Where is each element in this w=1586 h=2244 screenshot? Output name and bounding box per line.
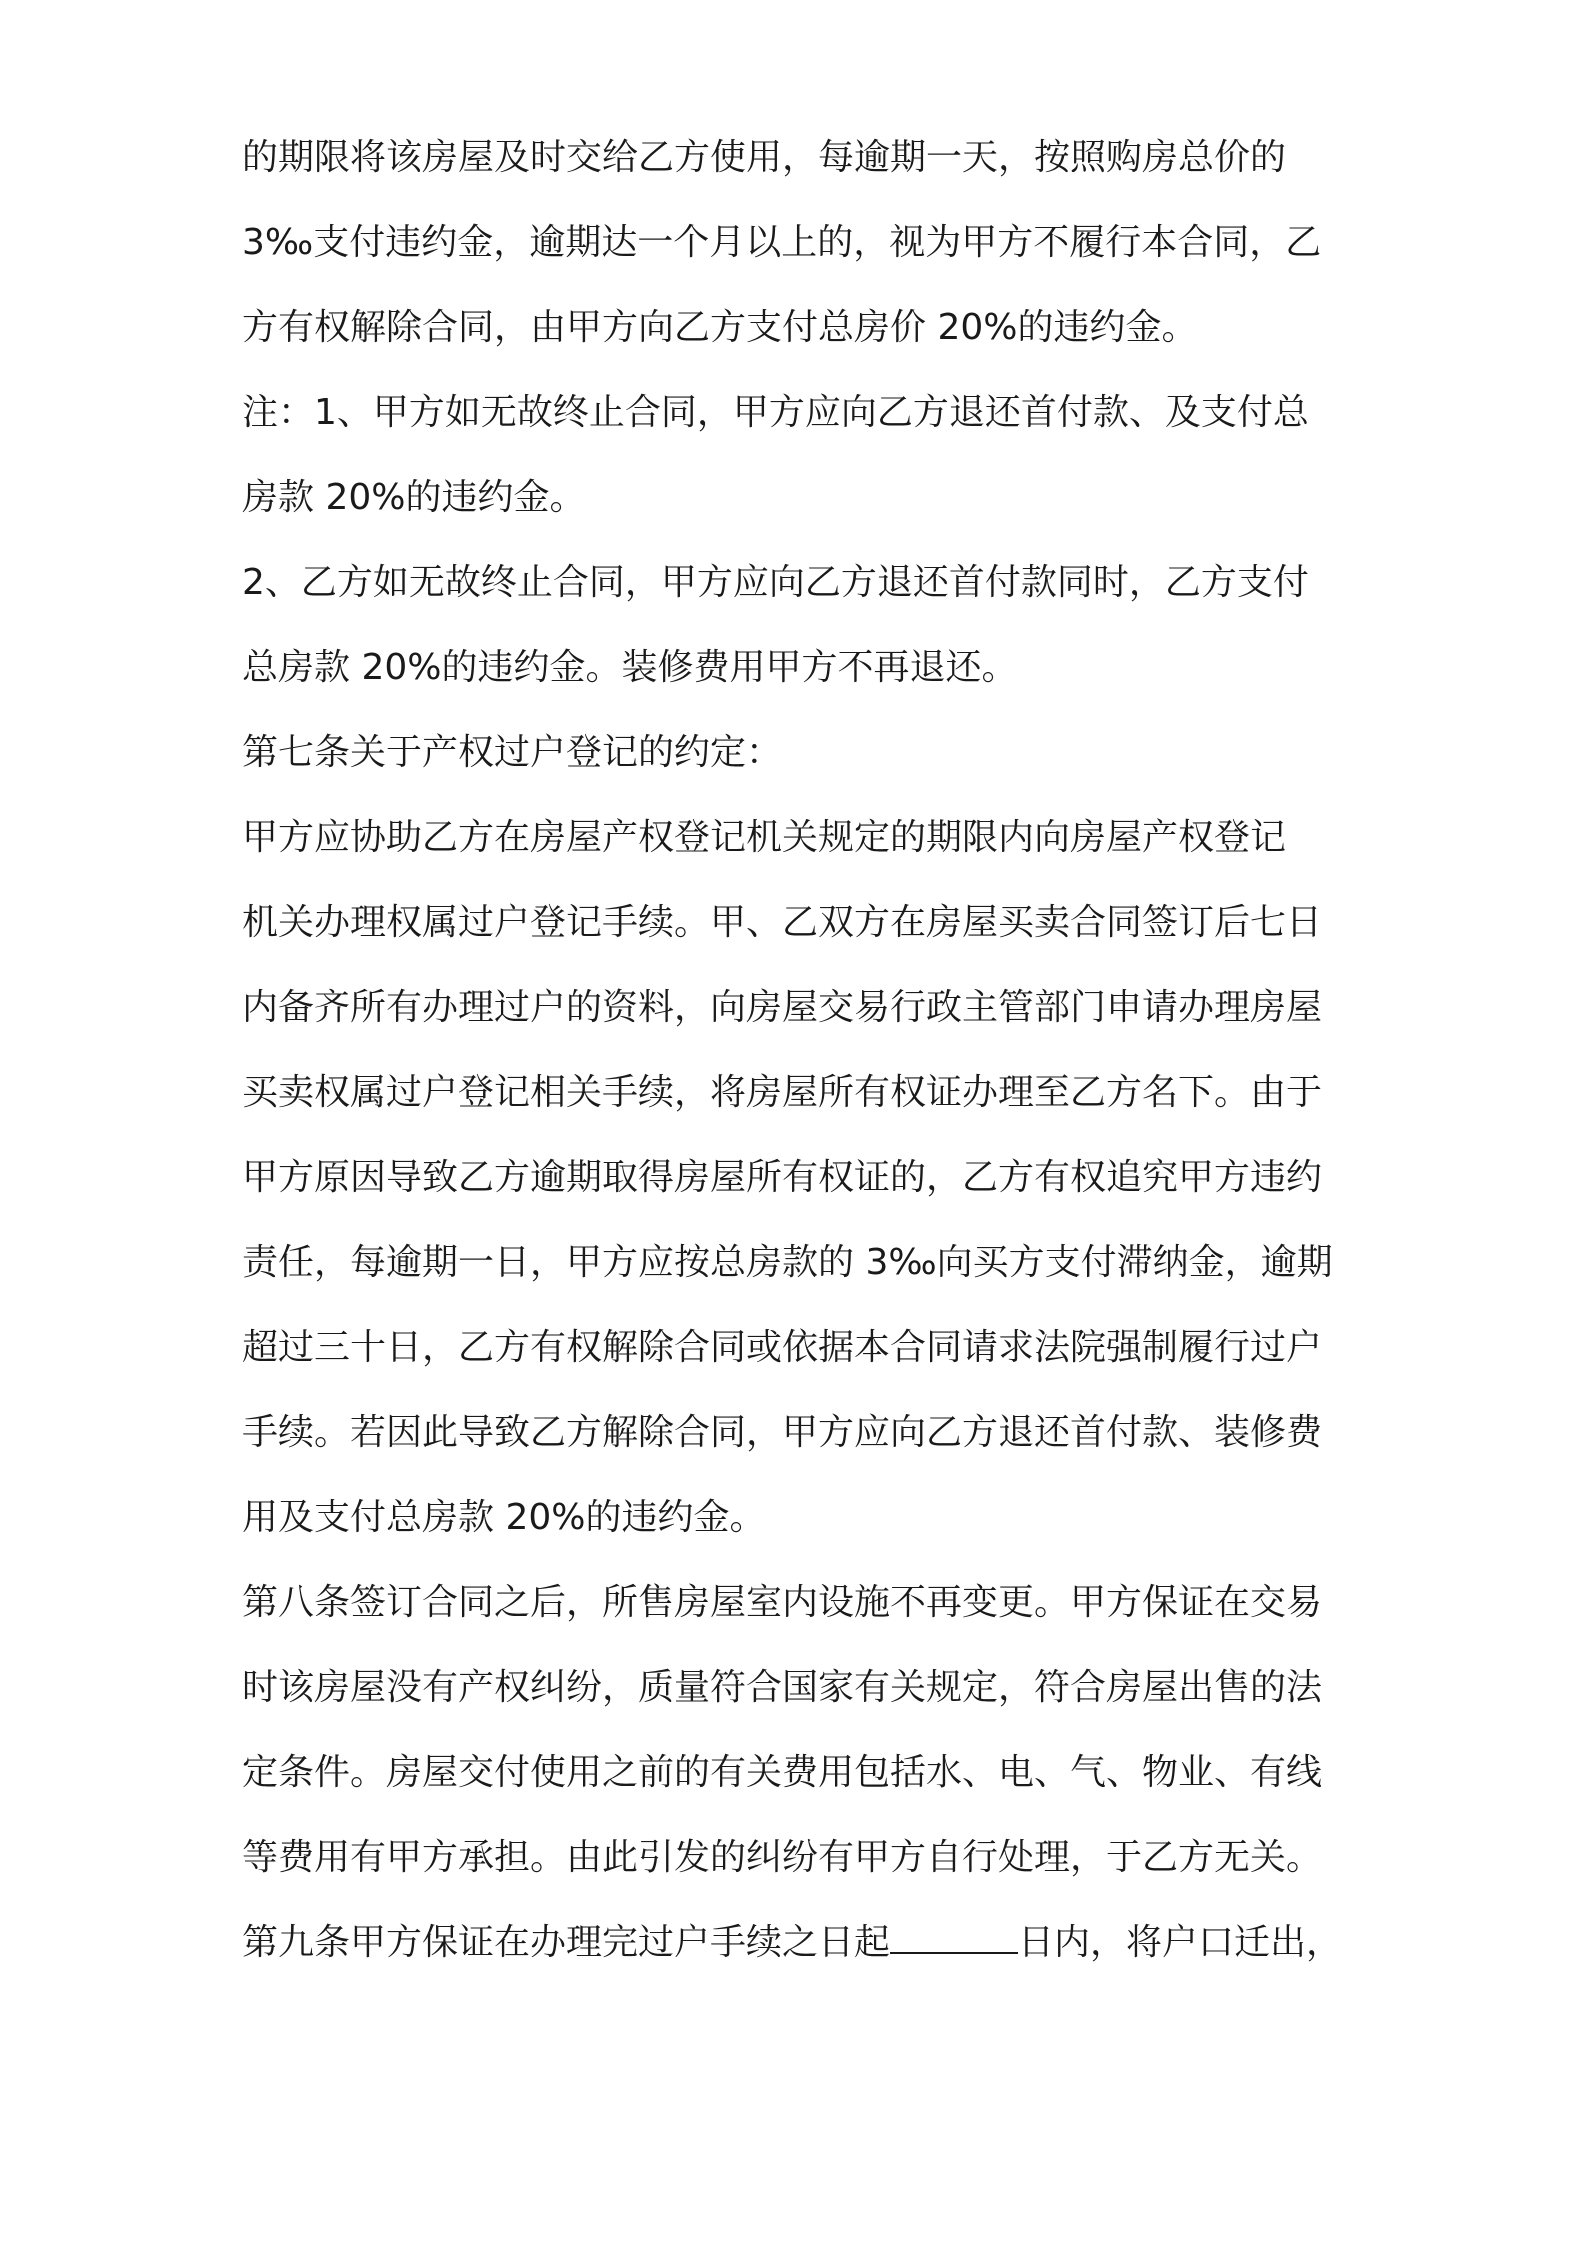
text-line: 房款 20%的违约金。 [242,477,586,518]
text-line: 定条件。房屋交付使用之前的有关费用包括水、电、气、物业、有线 [242,1752,1323,1793]
text-line: 等费用有甲方承担。由此引发的纠纷有甲方自行处理，于乙方无关。 [242,1837,1323,1878]
text-line: 甲方应协助乙方在房屋产权登记机关规定的期限内向房屋产权登记 [242,817,1287,858]
text-line: 超过三十日，乙方有权解除合同或依据本合同请求法院强制履行过户 [242,1327,1323,1368]
text-line: 注：1、甲方如无故终止合同，甲方应向乙方退还首付款、及支付总 [242,392,1309,433]
section-heading: 第七条关于产权过户登记的约定： [242,732,783,773]
text-line: 内备齐所有办理过户的资料，向房屋交易行政主管部门申请办理房屋 [242,987,1323,1028]
text-line: 方有权解除合同，由甲方向乙方支付总房价 20%的违约金。 [242,307,1198,348]
fill-in-blank [890,1914,1018,1954]
blank-line-suffix: 日内，将户口迁出， [1018,1922,1343,1963]
text-line: 甲方原因导致乙方逾期取得房屋所有权证的，乙方有权追究甲方违约 [242,1157,1323,1198]
text-line: 2、乙方如无故终止合同，甲方应向乙方退还首付款同时，乙方支付 [242,562,1309,603]
text-line: 手续。若因此导致乙方解除合同，甲方应向乙方退还首付款、装修费 [242,1412,1323,1453]
text-line: 总房款 20%的违约金。装修费用甲方不再退还。 [242,647,1018,688]
text-line: 买卖权属过户登记相关手续，将房屋所有权证办理至乙方名下。由于 [242,1072,1323,1113]
text-line: 用及支付总房款 20%的违约金。 [242,1497,766,1538]
text-line: 3‰支付违约金，逾期达一个月以上的，视为甲方不履行本合同，乙 [242,222,1322,263]
text-line: 的期限将该房屋及时交给乙方使用，每逾期一天，按照购房总价的 [242,137,1287,178]
text-line-with-blank [242,1913,1362,1973]
text-line: 责任，每逾期一日，甲方应按总房款的 3‰向买方支付滞纳金，逾期 [242,1242,1333,1283]
text-line: 机关办理权属过户登记手续。甲、乙双方在房屋买卖合同签订后七日 [242,902,1323,943]
text-line: 时该房屋没有产权纠纷，质量符合国家有关规定，符合房屋出售的法 [242,1667,1323,1708]
blank-line-prefix: 第九条甲方保证在办理完过户手续之日起 [242,1922,891,1963]
text-line: 第八条签订合同之后，所售房屋室内设施不再变更。甲方保证在交易 [242,1582,1323,1623]
